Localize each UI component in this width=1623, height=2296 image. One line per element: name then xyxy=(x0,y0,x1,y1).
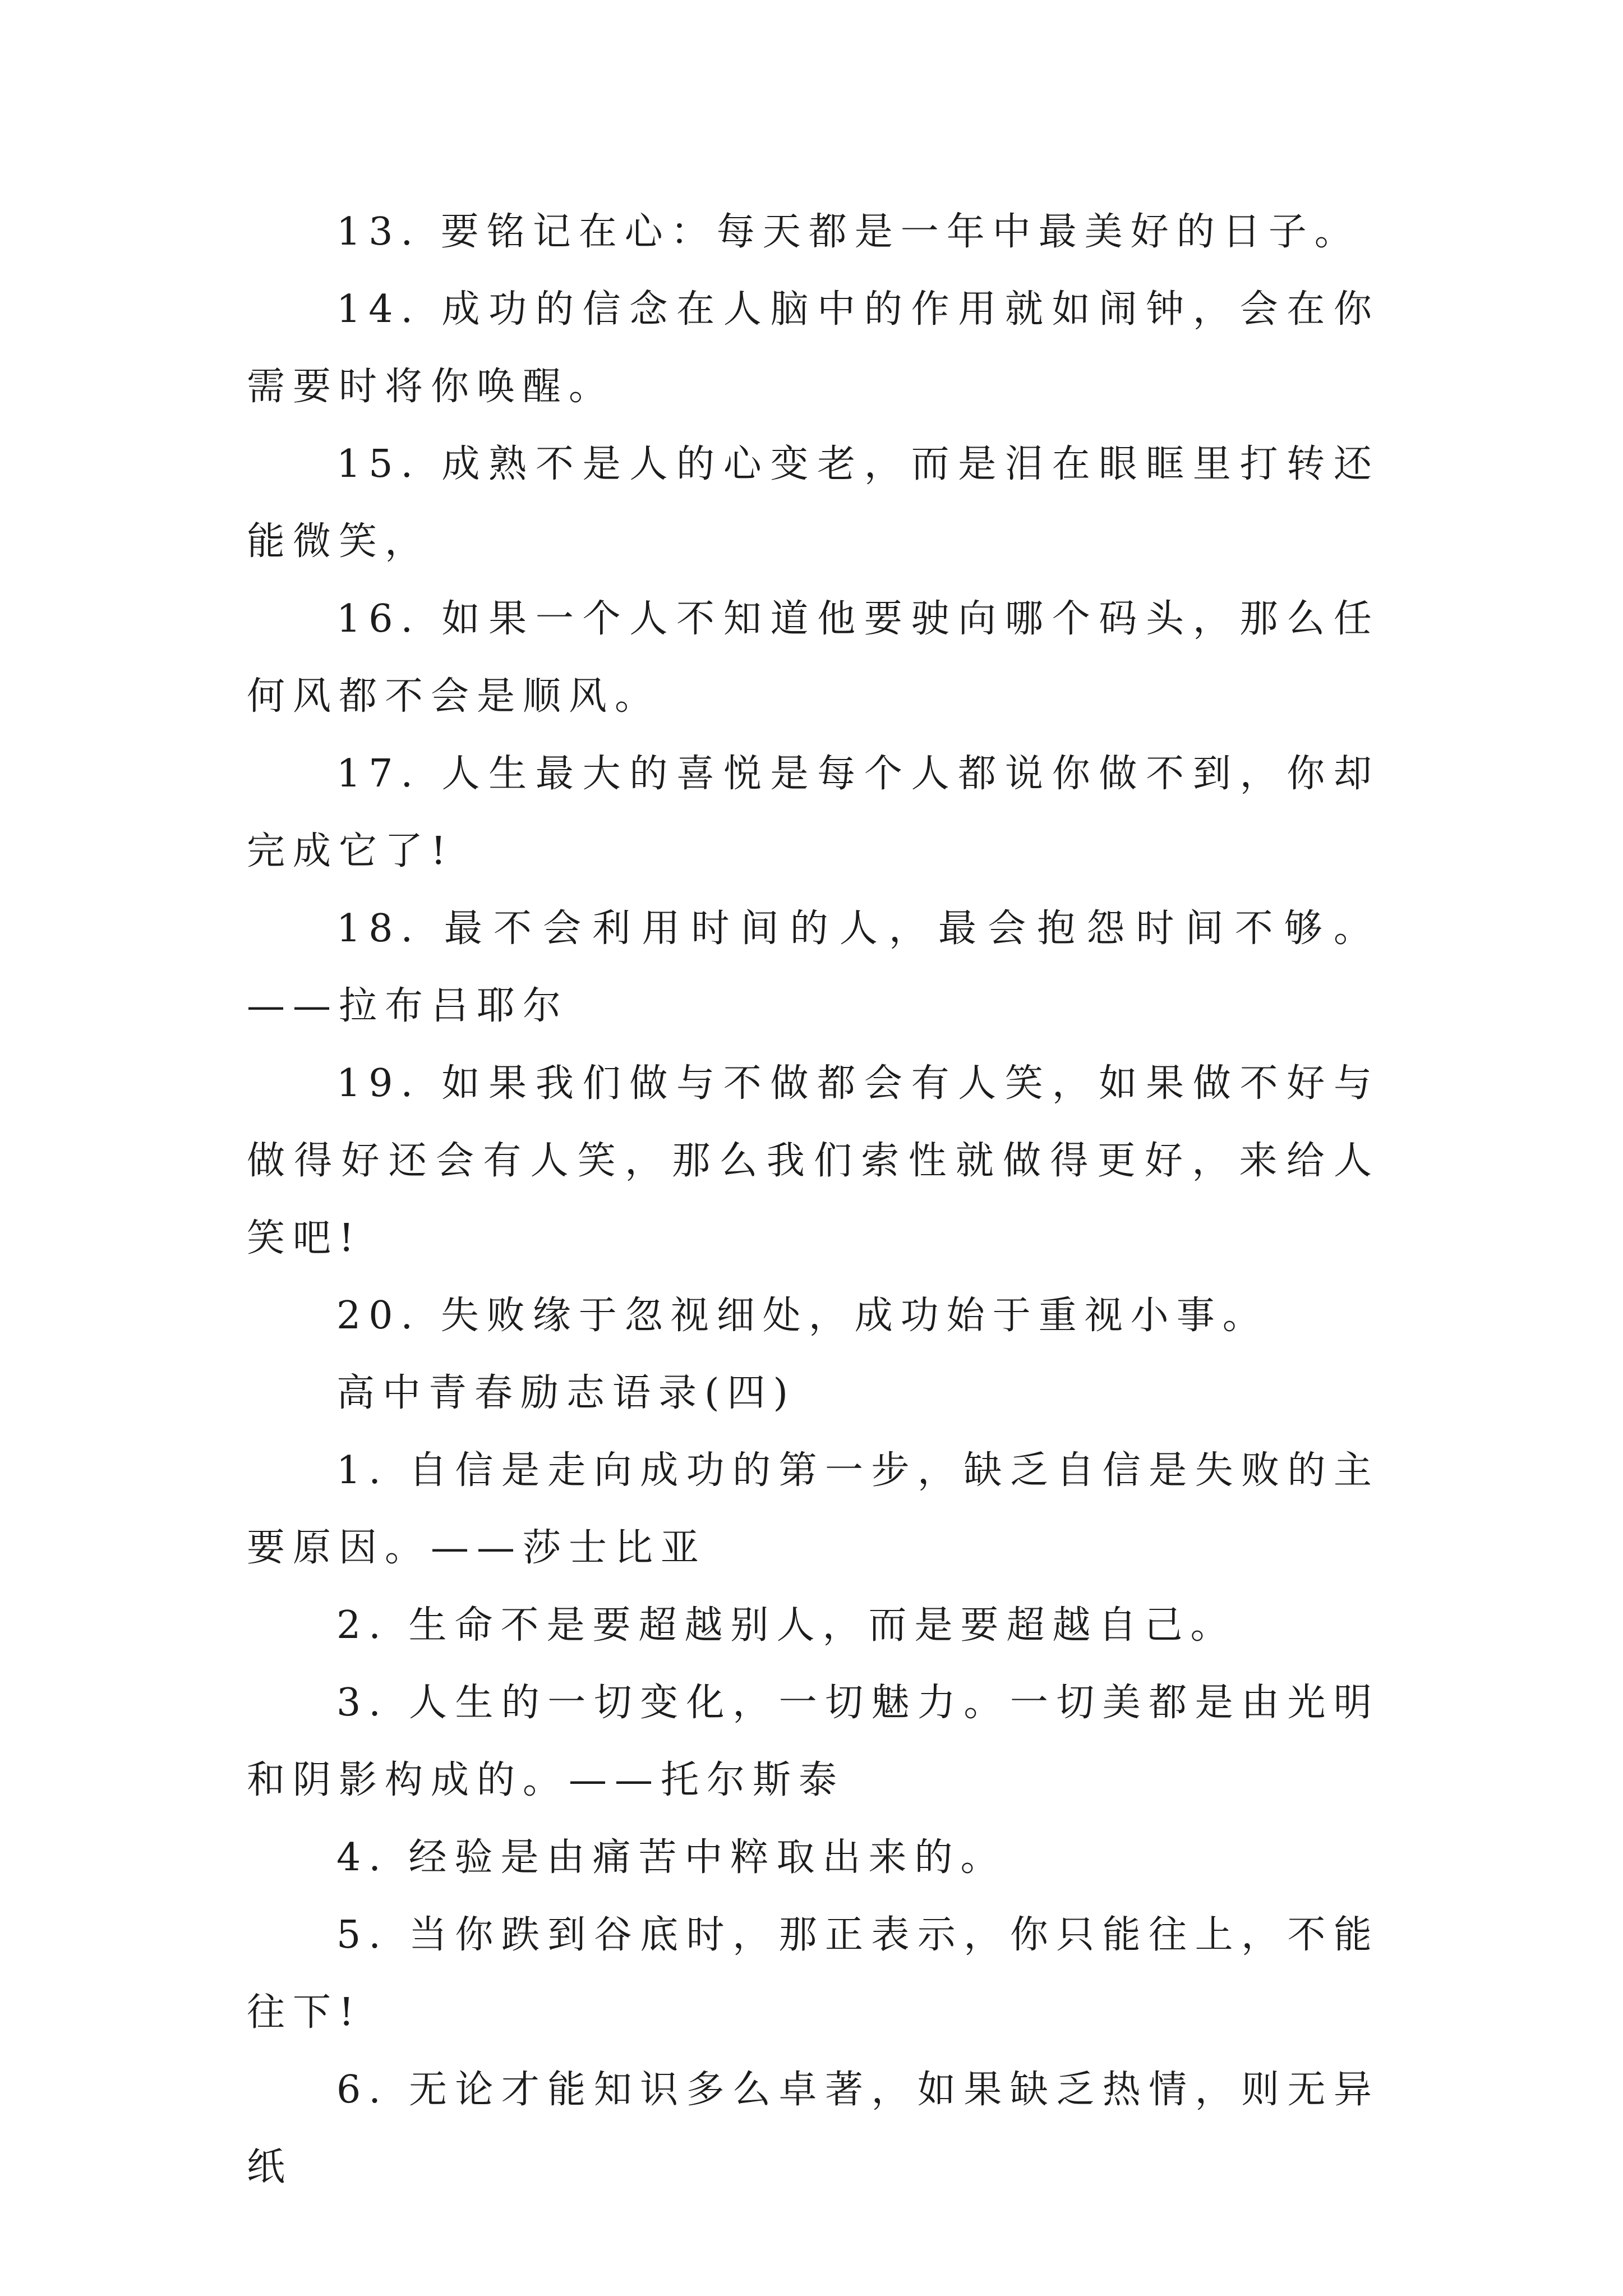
quote-paragraph-16: 16. 如果一个人不知道他要驶向哪个码头，那么任何风都不会是顺风。 xyxy=(247,597,1380,719)
document-body xyxy=(247,194,1380,2206)
quote-paragraph-5: 5. 当你跌到谷底时，那正表示，你只能往上，不能往下! xyxy=(247,1913,1380,2035)
quote-paragraph-13: 13. 要铭记在心：每天都是一年中最美好的日子。 xyxy=(336,210,1361,254)
quote-paragraph-17: 17. 人生最大的喜悦是每个人都说你做不到，你却完成它了! xyxy=(247,752,1380,873)
quote-paragraph-18: 18. 最不会利用时间的人，最会抱怨时间不够。——拉布吕耶尔 xyxy=(247,907,1380,1028)
quote-paragraph-6: 6. 无论才能知识多么卓著，如果缺乏热情，则无异纸 xyxy=(247,2068,1380,2189)
quote-paragraph-3: 3. 人生的一切变化，一切魅力。一切美都是由光明和阴影构成的。——托尔斯泰 xyxy=(247,1681,1380,1802)
quote-paragraph-20: 20. 失败缘于忽视细处，成功始于重视小事。 xyxy=(336,1294,1269,1338)
quote-paragraph-1: 1. 自信是走向成功的第一步，缺乏自信是失败的主要原因。——莎士比亚 xyxy=(247,1448,1380,1570)
quote-paragraph-15: 15. 成熟不是人的心变老，而是泪在眼眶里打转还能微笑， xyxy=(247,442,1380,564)
quote-paragraph-14: 14. 成功的信念在人脑中的作用就如闹钟，会在你需要时将你唤醒。 xyxy=(247,287,1380,409)
quote-paragraph-2: 2. 生命不是要超越别人，而是要超越自己。 xyxy=(336,1603,1237,1648)
quote-paragraph-19: 19. 如果我们做与不做都会有人笑，如果做不好与做得好还会有人笑，那么我们索性就做得更好，来给人笑吧! xyxy=(247,1061,1380,1260)
section-heading: 高中青春励志语录(四) xyxy=(336,1371,796,1415)
quote-paragraph-4: 4. 经验是由痛苦中粹取出来的。 xyxy=(336,1835,1007,1880)
